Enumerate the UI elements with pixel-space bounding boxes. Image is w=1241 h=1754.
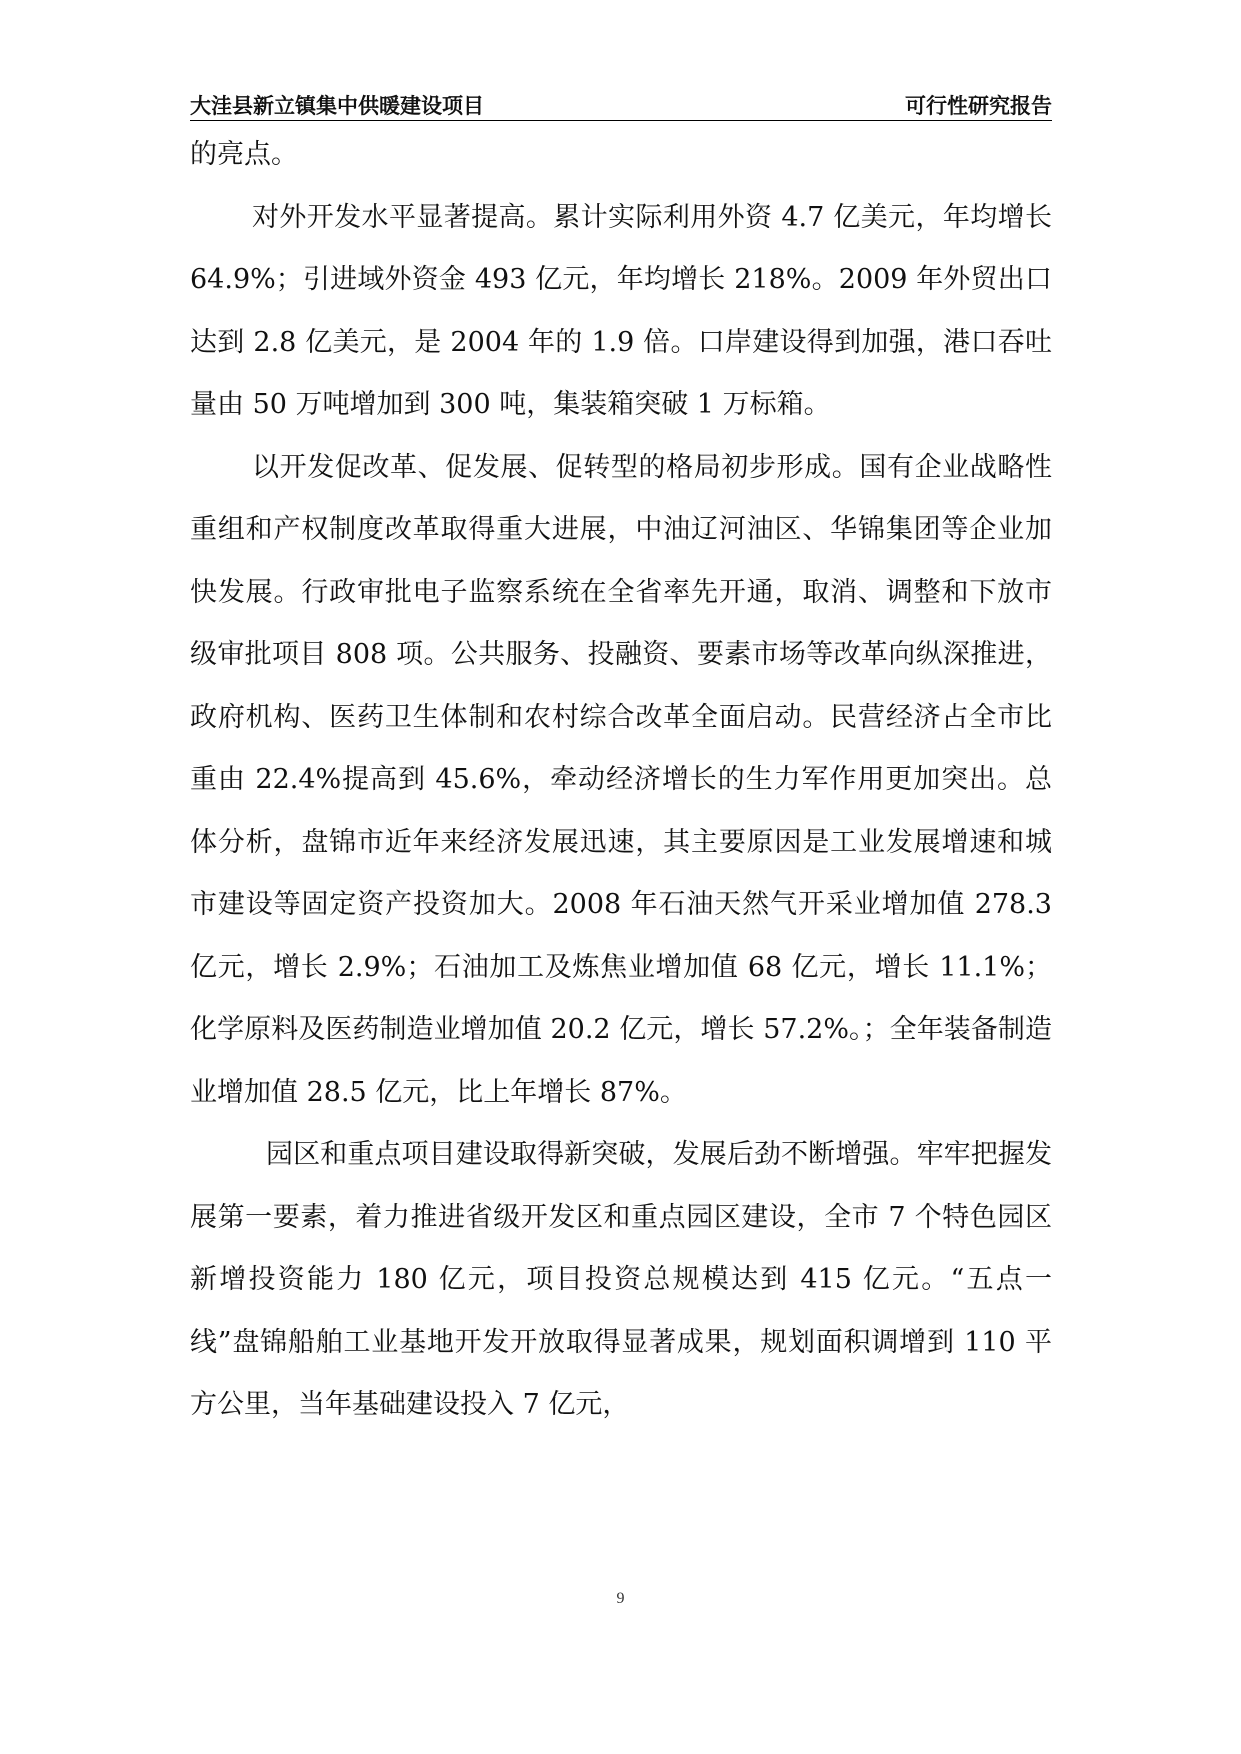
paragraph-reform: 以开发促改革、促发展、促转型的格局初步形成。国有企业战略性重组和产权制度改革取得重大进展，中油辽河油区、华锦集团等企业加快发展。行政审批电子监察系统在全省率先开通，取消、调整和下放市级审批项目 808 项。公共服务、投融资、要素市场等改革向纵深推进，政府机构、医药卫生体制和农村综合改革全面启动。民营经济占全市比重由 22.4%提高到 45.6%，牵动经济增长的生力军作用更加突出。总体分析，盘锦市近年来经济发展迅速，其主要原因是工业发展增速和城市建设等固定资产投资加大。2008 年石油天然气开采业增加值 278.3 亿元，增长 2.9%；石油加工及炼焦业增加值 68 亿元，增长 11.1%；化学原料及医药制造业增加值 20.2 亿元，增长 57.2%。；全年装备制造业增加值 28.5 亿元，比上年增长 87%。 (190, 451, 1052, 1108)
paragraph-continuation: 的亮点。 (190, 139, 298, 170)
paragraph-opening-up: 对外开发水平显著提高。累计实际利用外资 4.7 亿美元，年均增长 64.9%；引进域外资金 493 亿元，年均增长 218%。2009 年外贸出口达到 2.8 亿美元，是 2004 年的 1.9 倍。口岸建设得到加强，港口吞吐量由 50 万吨增加到 300 吨，集装箱突破 1 万标箱。 (190, 201, 1052, 420)
paragraph-industrial-parks: 园区和重点项目建设取得新突破，发展后劲不断增强。牢牢把握发展第一要素，着力推进省级开发区和重点园区建设，全市 7 个特色园区新增投资能力 180 亿元，项目投资总规模达到 415 亿元。“五点一线”盘锦船舶工业基地开发开放取得显著成果，规划面积调增到 110 平方公里，当年基础建设投入 7 亿元， (190, 1139, 1052, 1420)
page-header (190, 88, 1052, 121)
header-project-title: 大洼县新立镇集中供暖建设项目 (190, 94, 484, 118)
header-report-type: 可行性研究报告 (905, 94, 1052, 118)
page-number: 9 (616, 1590, 625, 1607)
document-body (190, 124, 1052, 1437)
